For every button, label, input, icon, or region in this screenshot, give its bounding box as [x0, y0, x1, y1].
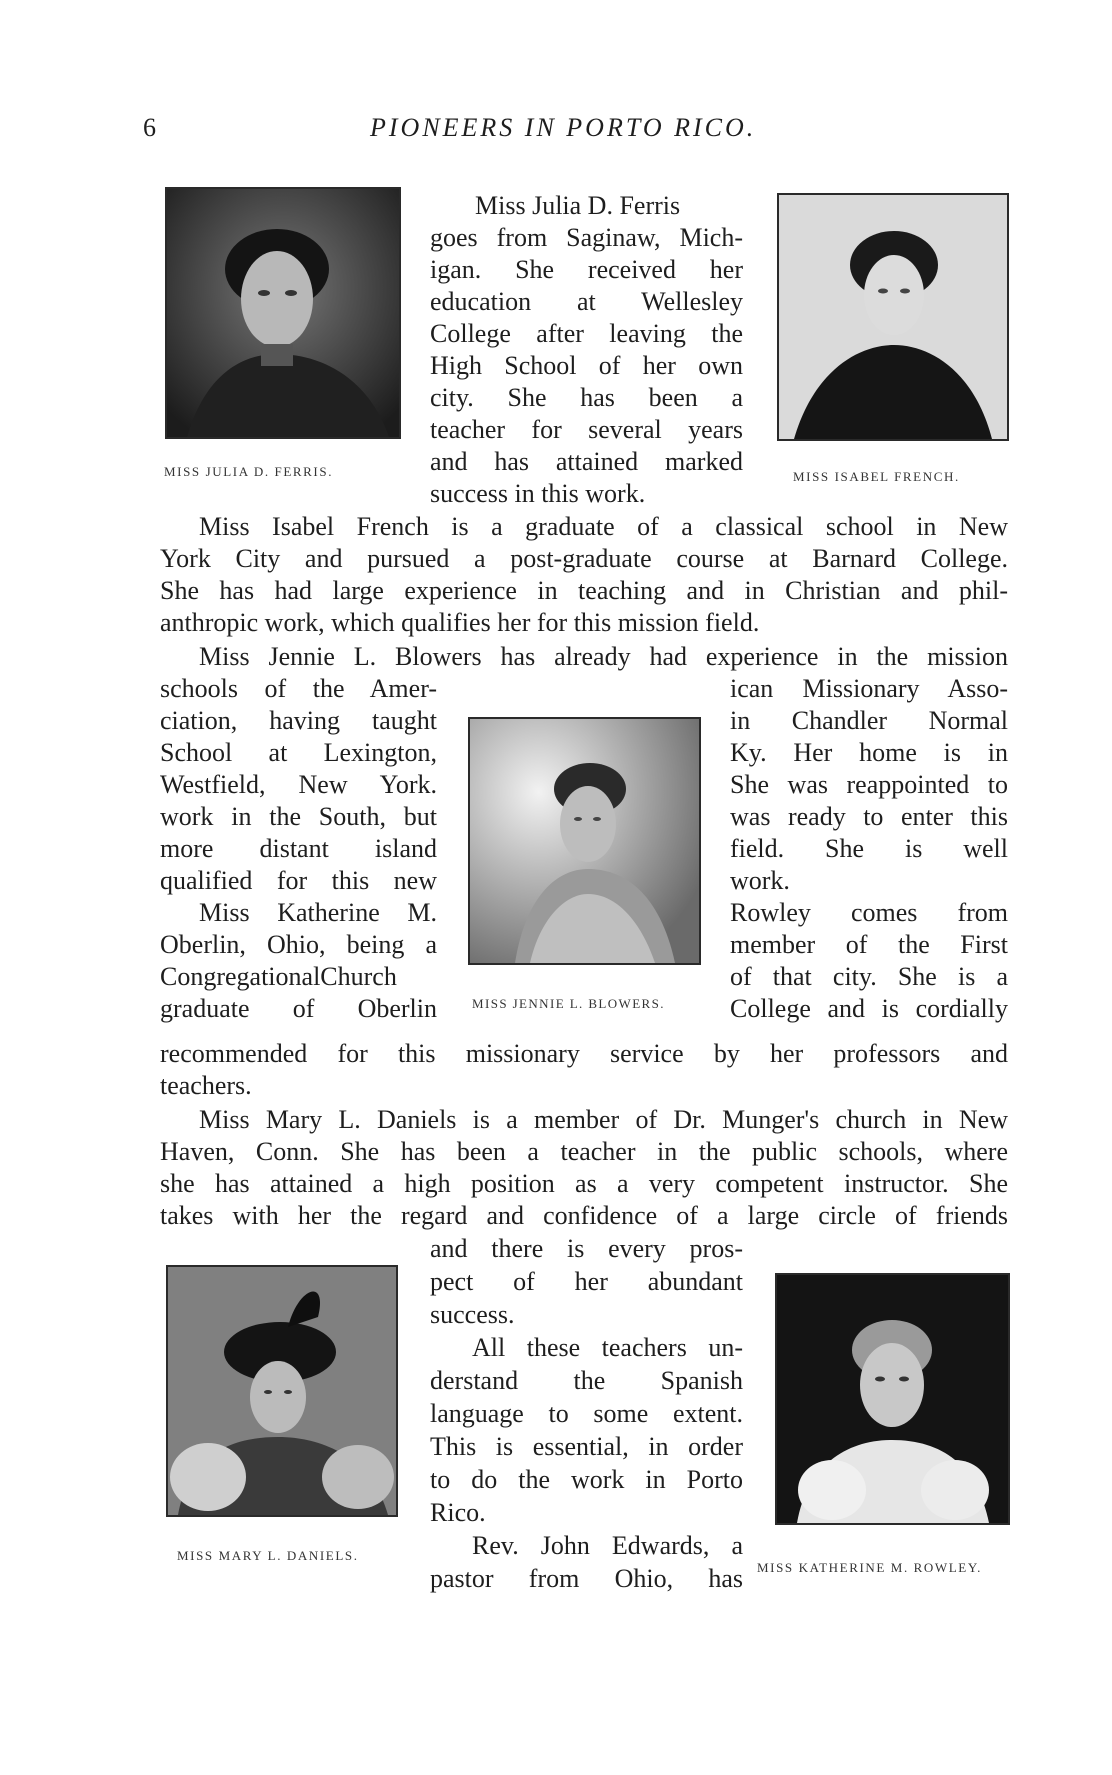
- text-line: work.: [730, 866, 790, 895]
- text-line: She was reappointed to: [730, 770, 1008, 799]
- caption-mary-daniels: MISS MARY L. DANIELS.: [177, 1548, 359, 1563]
- text-line: Ky. Her home is in: [730, 738, 1008, 767]
- text-line: Miss Mary L. Daniels is a member of Dr. Munger's church in New: [199, 1105, 1008, 1134]
- page-number: 6: [143, 113, 156, 142]
- text-line: schools of the Amer-: [160, 674, 437, 703]
- caption-isabel-french: MISS ISABEL FRENCH.: [793, 469, 960, 484]
- text-line: High School of her own: [430, 351, 743, 380]
- portrait-katherine-rowley: [775, 1273, 1010, 1525]
- text-line: igan. She received her: [430, 255, 743, 284]
- text-line: York City and pursued a post-graduate course at Barnard College.: [160, 544, 1008, 573]
- text-line: qualified for this new: [160, 866, 437, 895]
- text-line: work in the South, but: [160, 802, 437, 831]
- text-line: Miss Katherine M.: [199, 898, 437, 927]
- text-line: Haven, Conn. She has been a teacher in the public schools, where: [160, 1137, 1008, 1166]
- text-line: She has had large experience in teaching and in Christian and phil-: [160, 576, 1008, 605]
- running-title: PIONEERS IN PORTO RICO.: [370, 113, 757, 142]
- text-line: goes from Saginaw, Mich-: [430, 223, 743, 252]
- text-line: more distant island: [160, 834, 437, 863]
- text-line: to do the work in Porto: [430, 1465, 743, 1494]
- caption-julia-ferris: MISS JULIA D. FERRIS.: [164, 464, 334, 479]
- text-line: was ready to enter this: [730, 802, 1008, 831]
- text-line: graduate of Oberlin: [160, 994, 437, 1023]
- text-line: and there is every pros-: [430, 1234, 743, 1263]
- text-line: Westfield, New York.: [160, 770, 437, 799]
- text-line: Miss Julia D. Ferris: [475, 191, 681, 220]
- text-line: College and is cordially: [730, 994, 1008, 1023]
- text-line: of that city. She is a: [730, 962, 1008, 991]
- text-line: Rico.: [430, 1498, 486, 1527]
- text-line: takes with her the regard and confidence of a large circle of friends: [160, 1201, 1008, 1230]
- text-line: This is essential, in order: [430, 1432, 743, 1461]
- portrait-jennie-blowers: [468, 717, 701, 965]
- text-line: School at Lexington,: [160, 738, 437, 767]
- text-line: anthropic work, which qualifies her for this mission field.: [160, 608, 760, 637]
- text-line: recommended for this missionary service by her professors and: [160, 1039, 1008, 1068]
- text-line: ican Missionary Asso-: [730, 674, 1008, 703]
- text-line: and has attained marked: [430, 447, 743, 476]
- text-line: teachers.: [160, 1071, 252, 1100]
- text-line: field. She is well: [730, 834, 1008, 863]
- text-line: success in this work.: [430, 479, 646, 508]
- caption-jennie-blowers: MISS JENNIE L. BLOWERS.: [472, 996, 665, 1011]
- text-line: pastor from Ohio, has: [430, 1564, 743, 1593]
- text-line: derstand the Spanish: [430, 1366, 743, 1395]
- text-line: language to some extent.: [430, 1399, 743, 1428]
- text-line: Rev. John Edwards, a: [472, 1531, 743, 1560]
- text-line: city. She has been a: [430, 383, 743, 412]
- portrait-isabel-french: [777, 193, 1009, 441]
- text-line: in Chandler Normal: [730, 706, 1008, 735]
- text-line: member of the First: [730, 930, 1008, 959]
- text-line: CongregationalChurch: [160, 962, 397, 991]
- text-line: Oberlin, Ohio, being a: [160, 930, 437, 959]
- text-line: Rowley comes from: [730, 898, 1008, 927]
- text-line: Miss Isabel French is a graduate of a classical school in New: [199, 512, 1008, 541]
- text-line: teacher for several years: [430, 415, 743, 444]
- portrait-mary-daniels: [166, 1265, 398, 1517]
- portrait-julia-ferris: [165, 187, 401, 439]
- text-line: College after leaving the: [430, 319, 743, 348]
- text-line: she has attained a high position as a very competent instructor. She: [160, 1169, 1008, 1198]
- text-line: All these teachers un-: [472, 1333, 743, 1362]
- caption-katherine-rowley: MISS KATHERINE M. ROWLEY.: [757, 1560, 983, 1575]
- text-line: Miss Jennie L. Blowers has already had experience in the mission: [199, 642, 1008, 671]
- text-line: ciation, having taught: [160, 706, 437, 735]
- text-line: success.: [430, 1300, 515, 1329]
- text-line: pect of her abundant: [430, 1267, 743, 1296]
- text-line: education at Wellesley: [430, 287, 743, 316]
